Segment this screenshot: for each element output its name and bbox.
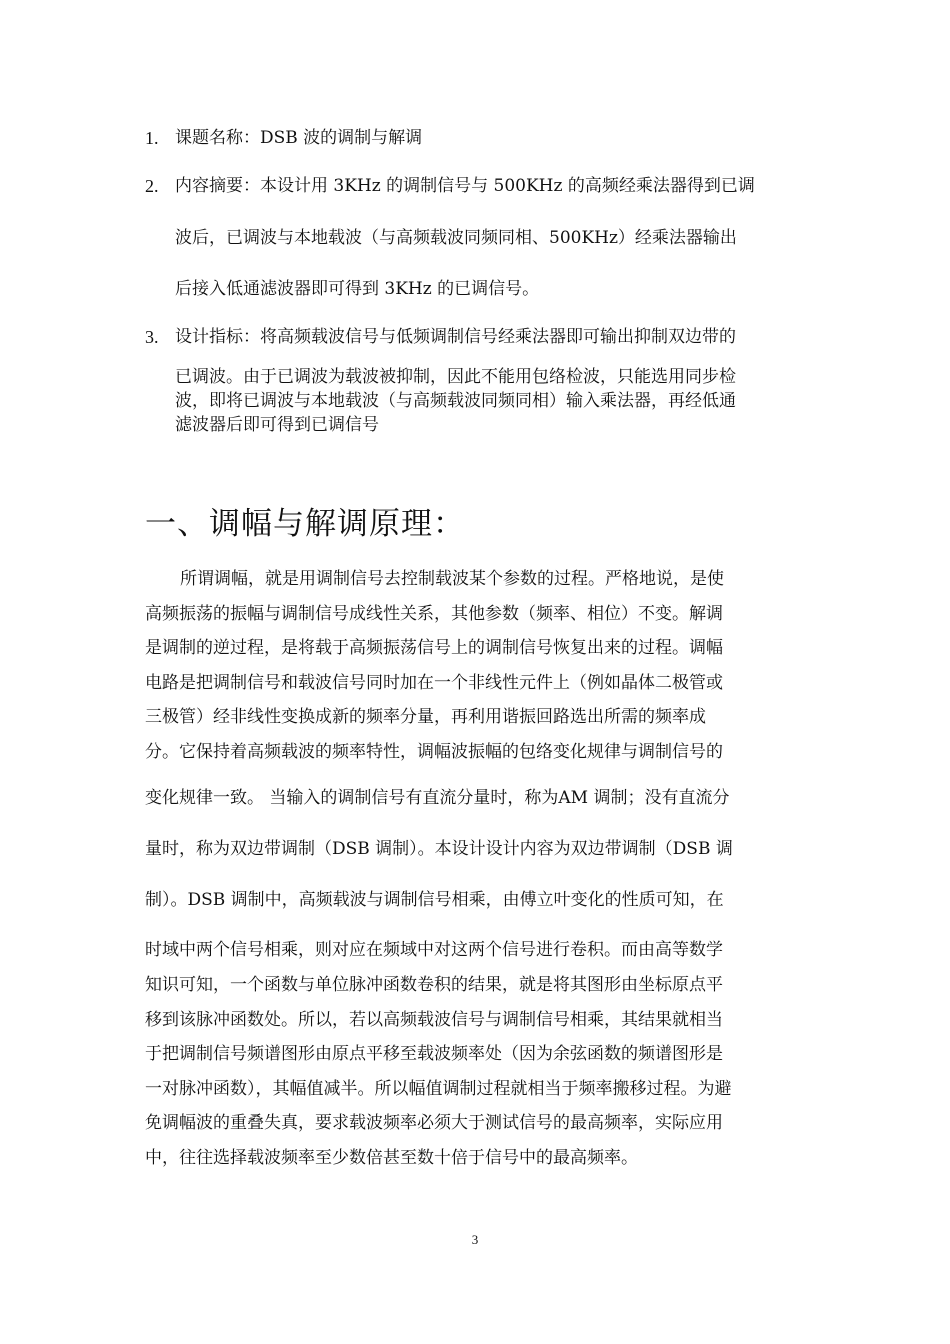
body-line: 中，往往选择载波频率至少数倍甚至数十倍于信号中的最高频率。 xyxy=(145,1148,638,1168)
item-line: 已调波。由于已调波为载波被抑制，因此不能用包络检波，只能选用同步检 xyxy=(175,367,736,387)
item-number: 2. xyxy=(145,176,159,196)
body-line: 知识可知，一个函数与单位脉冲函数卷积的结果，就是将其图形由坐标原点平 xyxy=(145,975,723,995)
body-line: 三极管）经非线性变换成新的频率分量，再利用谐振回路选出所需的频率成 xyxy=(145,707,706,727)
body-line: 免调幅波的重叠失真，要求载波频率必须大于测试信号的最高频率，实际应用 xyxy=(145,1113,723,1133)
body-line: 所谓调幅，就是用调制信号去控制载波某个参数的过程。严格地说，是使 xyxy=(180,569,724,589)
body-line: 于把调制信号频谱图形由原点平移至载波频率处（因为余弦函数的频谱图形是 xyxy=(145,1044,723,1064)
section-heading: 一、调幅与解调原理： xyxy=(145,506,465,542)
body-line: 电路是把调制信号和载波信号同时加在一个非线性元件上（例如晶体二极管或 xyxy=(145,673,723,693)
body-line: 制）。DSB 调制中，高频载波与调制信号相乘，由傅立叶变化的性质可知，在 xyxy=(145,890,724,910)
item-number: 3. xyxy=(145,327,159,347)
body-line: 分。它保持着高频载波的频率特性，调幅波振幅的包络变化规律与调制信号的 xyxy=(145,742,723,762)
item-line: 滤波器后即可得到已调信号 xyxy=(175,415,379,435)
body-line: 变化规律一致。 当输入的调制信号有直流分量时，称为AM 调制；没有直流分 xyxy=(145,788,730,808)
item-line: 设计指标：将高频载波信号与低频调制信号经乘法器即可输出抑制双边带的 xyxy=(175,327,736,347)
body-line: 时域中两个信号相乘，则对应在频域中对这两个信号进行卷积。而由高等数学 xyxy=(145,940,723,960)
body-line: 一对脉冲函数），其幅值减半。所以幅值调制过程就相当于频率搬移过程。为避 xyxy=(145,1079,732,1099)
item-number: 1. xyxy=(145,128,159,148)
item-line: 后接入低通滤波器即可得到 3KHz 的已调信号。 xyxy=(175,279,540,299)
item-line: 波后，已调波与本地载波（与高频载波同频同相、500KHz）经乘法器输出 xyxy=(175,228,737,248)
body-line: 高频振荡的振幅与调制信号成线性关系，其他参数（频率、相位）不变。解调 xyxy=(145,604,723,624)
body-line: 是调制的逆过程，是将载于高频振荡信号上的调制信号恢复出来的过程。调幅 xyxy=(145,638,723,658)
item-line: 内容摘要：本设计用 3KHz 的调制信号与 500KHz 的高频经乘法器得到已调 xyxy=(175,176,755,196)
item-line: 波，即将已调波与本地载波（与高频载波同频同相）输入乘法器，再经低通 xyxy=(175,391,736,411)
body-line: 量时，称为双边带调制（DSB 调制）。本设计设计内容为双边带调制（DSB 调 xyxy=(145,839,733,859)
item-line: 课题名称：DSB 波的调制与解调 xyxy=(175,128,423,148)
body-line: 移到该脉冲函数处。所以，若以高频载波信号与调制信号相乘，其结果就相当 xyxy=(145,1010,723,1030)
page-number: 3 xyxy=(471,1232,479,1247)
